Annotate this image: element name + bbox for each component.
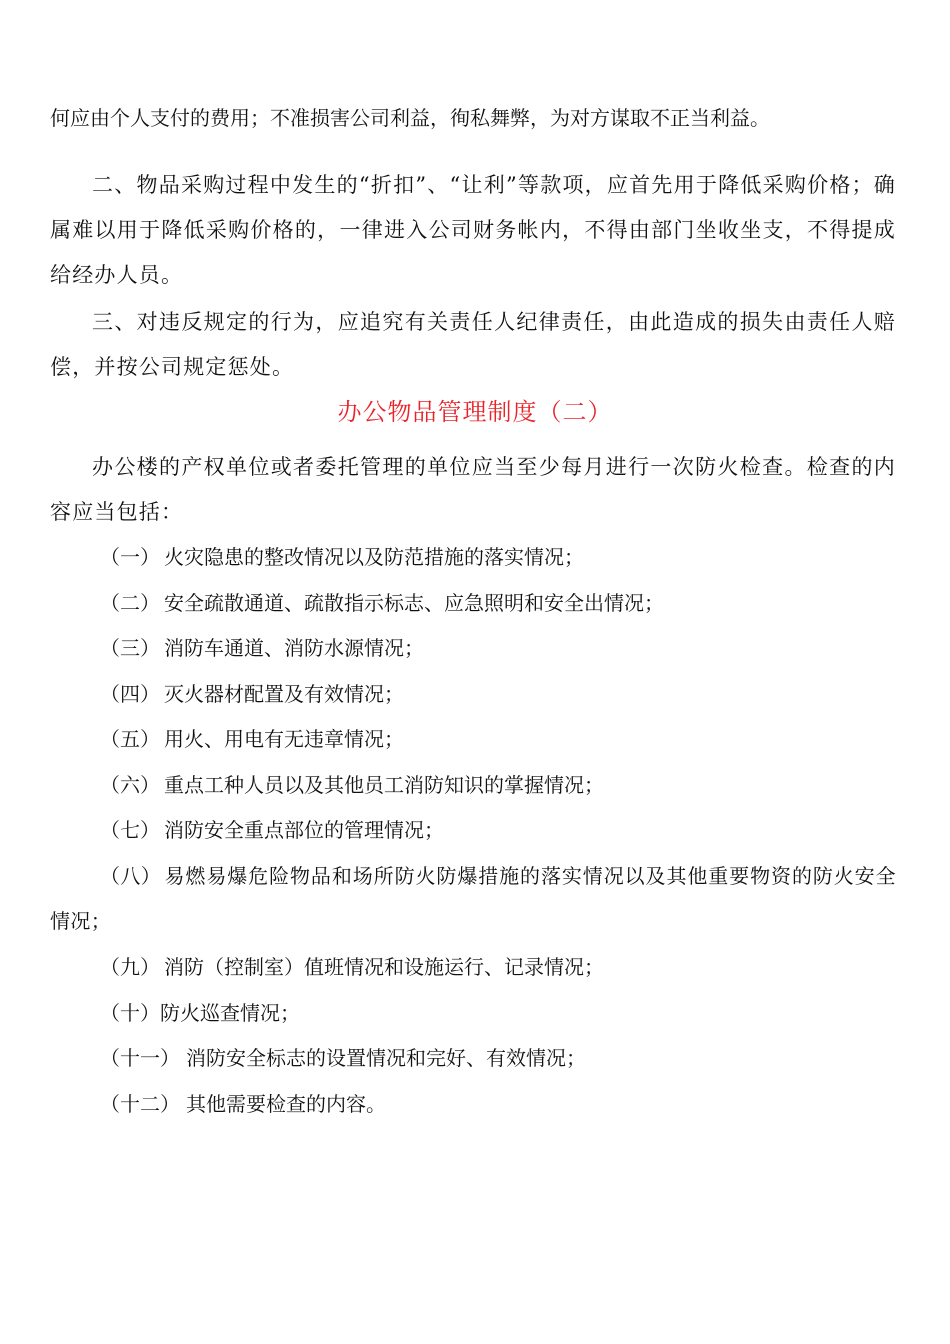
- list-item-text: 消防（控制室）值班情况和设施运行、记录情况；: [164, 955, 604, 979]
- list-item-text: 消防车通道、消防水源情况；: [164, 636, 424, 660]
- list-item: [50, 672, 896, 717]
- list-item-text: 火灾隐患的整改情况以及防范措施的落实情况；: [164, 545, 584, 569]
- list-item: [50, 991, 896, 1036]
- list-item: [50, 854, 896, 944]
- list-item-text: 其他需要检查的内容。: [186, 1092, 386, 1116]
- list-item: [50, 763, 896, 808]
- list-item-text: 安全疏散通道、疏散指示标志、应急照明和安全出情况；: [164, 591, 664, 615]
- paragraph-violation: 三、对违反规定的行为，应追究有关责任人纪律责任，由此造成的损失由责任人赔偿，并按公司规定惩处。: [50, 310, 896, 379]
- paragraph-discount: 二、物品采购过程中发生的“折扣”、“让利”等款项，应首先用于降低采购价格；确属难以用于降低采购价格的，一律进入公司财务帐内，不得由部门坐收坐支，不得提成给经办人员。: [50, 173, 896, 287]
- list-item: [50, 1036, 896, 1081]
- list-item-text: 灭火器材配置及有效情况；: [164, 682, 404, 706]
- section-intro-paragraph: 办公楼的产权单位或者委托管理的单位应当至少每月进行一次防火检查。检查的内容应当包括：: [50, 455, 896, 524]
- list-item: [50, 535, 896, 580]
- list-item-number: （九）: [100, 955, 160, 979]
- list-item: [50, 581, 896, 626]
- list-item-text: 消防安全重点部位的管理情况；: [164, 818, 444, 842]
- list-item-number: （十）: [100, 1001, 160, 1025]
- list-item-number: （四）: [100, 682, 160, 706]
- intro-paragraph: 何应由个人支付的费用；不准损害公司利益，徇私舞弊，为对方谋取不正当利益。: [50, 106, 770, 130]
- list-item: [50, 808, 896, 853]
- list-item-number: （八）: [100, 864, 162, 888]
- list-item-number: （三）: [100, 636, 160, 660]
- list-item-text: 防火巡查情况；: [160, 1001, 300, 1025]
- section-title: 办公物品管理制度（二）: [337, 398, 613, 426]
- list-item-number: （一）: [100, 545, 160, 569]
- list-item-text: 重点工种人员以及其他员工消防知识的掌握情况；: [164, 773, 604, 797]
- list-item-text: 消防安全标志的设置情况和完好、有效情况；: [186, 1046, 586, 1070]
- list-item-number: （六）: [100, 773, 160, 797]
- list-item: [50, 626, 896, 671]
- list-item: [50, 945, 896, 990]
- list-item-number: （十二）: [100, 1092, 180, 1116]
- list-item-number: （五）: [100, 727, 160, 751]
- list-item: [50, 1082, 896, 1127]
- list-item: [50, 717, 896, 762]
- list-item-number: （七）: [100, 818, 160, 842]
- list-item-number: （二）: [100, 591, 160, 615]
- list-item-text: 易燃易爆危险物品和场所防火防爆措施的落实情况以及其他重要物资的防火安全情况；: [50, 864, 896, 933]
- list-item-text: 用火、用电有无违章情况；: [164, 727, 404, 751]
- list-item-number: （十一）: [100, 1046, 180, 1070]
